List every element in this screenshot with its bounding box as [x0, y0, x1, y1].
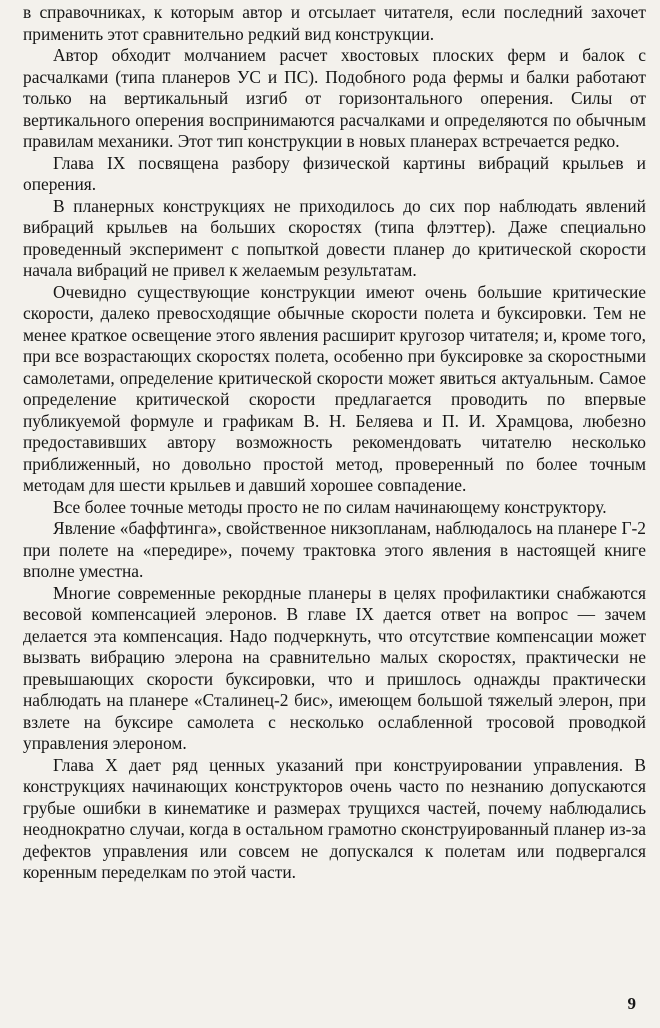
paragraph-critical-speed: Очевидно существующие конструкции имеют очень большие критические скорости, далеко превосходящие обычные скорости полета и буксировки. Тем не менее краткое освещение этого явления расширит кругозор читателя; и, кроме того, при все возрастающих скоростях полета, особенно при буксировке за скоростными самолетами, определение критической скорости может явиться актуальным. Самое определение критической скорости предлагается проводить по впервые публикуемой формуле и графикам В. Н. Беляева и П. И. Храмцова, любезно предоставивших автору возможность рекомендовать читателю несколько приближенный, но довольно простой метод, проверенный по более точным методам для шести крыльев и давший хорошее совпадение. [23, 281, 646, 495]
paragraph-buffeting: Явление «баффтинга», свойственное никзопланам, наблюдалось на планере Г-2 при полете на «передире», почему трактовка этого явления в настоящей книге вполне уместна. [23, 518, 646, 581]
page-number: 9 [627, 994, 636, 1013]
paragraph-tail-trusses: Автор обходит молчанием расчет хвостовых плоских ферм и балок с расчалками (типа планеров УС и ПС). Подобного рода фермы и балки работают только на вертикальный изгиб от горизонтального оперения. Силы от вертикального оперения воспринимаются расчалками и определяются по обычным правилам механики. Этот тип конструкции в новых планерах встречается редко. [23, 45, 646, 151]
paragraph-continued: в справочниках, к которым автор и отсылает читателя, если последний захочет применить этот сравнительно редкий вид конструкции. [23, 2, 646, 44]
paragraph-chapter-10: Глава X дает ряд ценных указаний при конструировании управления. В конструкциях начинающих конструкторов очень часто по незнанию допускаются грубые ошибки в кинематике и размерах трущихся частей, почему наблюдались неоднократно случаи, когда в остальном грамотно сконструированный планер из-за дефектов управления или совсем не допускался к полетам или подвергался коренным переделкам по этой части. [23, 754, 646, 882]
paragraph-aileron-balance: Многие современные рекордные планеры в целях профилактики снабжаются весовой компенсацией элеронов. В главе IX дается ответ на вопрос — зачем делается эта компенсация. Надо подчеркнуть, что отсутствие компенсации может вызвать вибрацию элерона на сравнительно малых скоростях, практически не превышающих скорости буксировки, что и пришлось однажды практически наблюдать на планере «Сталинец-2 бис», имеющем большой тяжелый элерон, при взлете на буксире самолета с несколько ослабленной тросовой проводкой управления элероном. [23, 582, 646, 753]
paragraph-chapter-9: Глава IX посвящена разбору физической картины вибраций крыльев и оперения. [23, 152, 646, 194]
paragraph-precise-methods: Все более точные методы просто не по силам начинающему конструктору. [53, 496, 607, 517]
paragraph-flutter: В планерных конструкциях не приходилось до сих пор наблюдать явлений вибраций крыльев на больших скоростях (типа флэттер). Даже специально проведенный эксперимент с попыткой довести планер до критической скорости начала вибраций не привел к желаемым результатам. [23, 195, 646, 280]
